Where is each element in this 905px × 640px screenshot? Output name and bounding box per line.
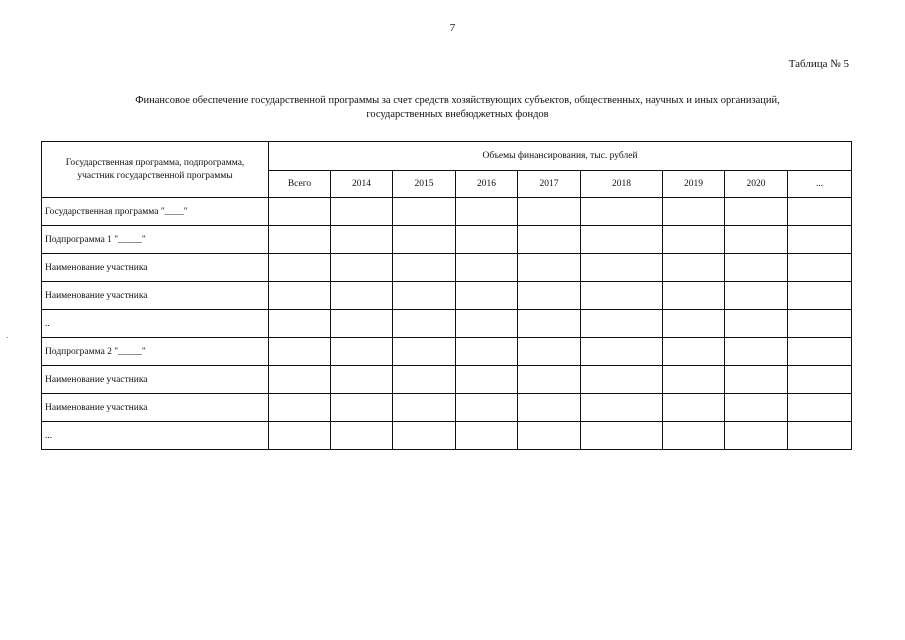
row-label-subprogram-2: Подпрограмма 2 "_____"	[42, 338, 269, 366]
column-header-2019: 2019	[663, 171, 725, 198]
column-header-more: ...	[788, 171, 852, 198]
table-row	[42, 282, 852, 310]
column-header-2018: 2018	[581, 171, 663, 198]
column-header-2015: 2015	[393, 171, 456, 198]
name-header-line-1: Государственная программа, подпрограмма,	[65, 157, 245, 168]
column-header-total: Всего	[269, 171, 331, 198]
name-column-header	[42, 142, 269, 198]
name-header-line-2: участник государственной программы	[77, 170, 233, 181]
table-number-label: Таблица № 5	[788, 58, 849, 70]
row-label-subprogram-1: Подпрограмма 1 "_____"	[42, 226, 269, 254]
title-line-2: государственных внебюджетных фондов	[366, 109, 549, 120]
column-header-2016: 2016	[456, 171, 518, 198]
table-row	[42, 338, 852, 366]
row-label-participant: Наименование участника	[42, 254, 269, 282]
funding-volume-header: Объемы финансирования, тыс. рублей	[269, 142, 852, 171]
table-row	[42, 198, 852, 226]
document-title	[60, 94, 855, 122]
title-line-1: Финансовое обеспечение государственной программы за счет средств хозяйствующих субъектов, общественных, научных и иных организаций,	[135, 95, 780, 106]
column-header-2014: 2014	[331, 171, 393, 198]
row-label-participant: Наименование участника	[42, 366, 269, 394]
row-label-participant: Наименование участника	[42, 282, 269, 310]
table-row	[42, 422, 852, 450]
column-header-2017: 2017	[518, 171, 581, 198]
table-row	[42, 254, 852, 282]
row-label-ellipsis: ..	[42, 310, 269, 338]
table-body	[42, 198, 852, 450]
funding-table	[41, 141, 852, 450]
scan-mark: .	[6, 330, 9, 340]
table-row	[42, 310, 852, 338]
table-row	[42, 226, 852, 254]
row-label-ellipsis: ...	[42, 422, 269, 450]
table-row	[42, 394, 852, 422]
table-row	[42, 366, 852, 394]
page-number: 7	[449, 22, 456, 34]
row-label-program: Государственная программа "____"	[42, 198, 269, 226]
column-header-2020: 2020	[725, 171, 788, 198]
row-label-participant: Наименование участника	[42, 394, 269, 422]
table-header-row	[42, 142, 852, 171]
